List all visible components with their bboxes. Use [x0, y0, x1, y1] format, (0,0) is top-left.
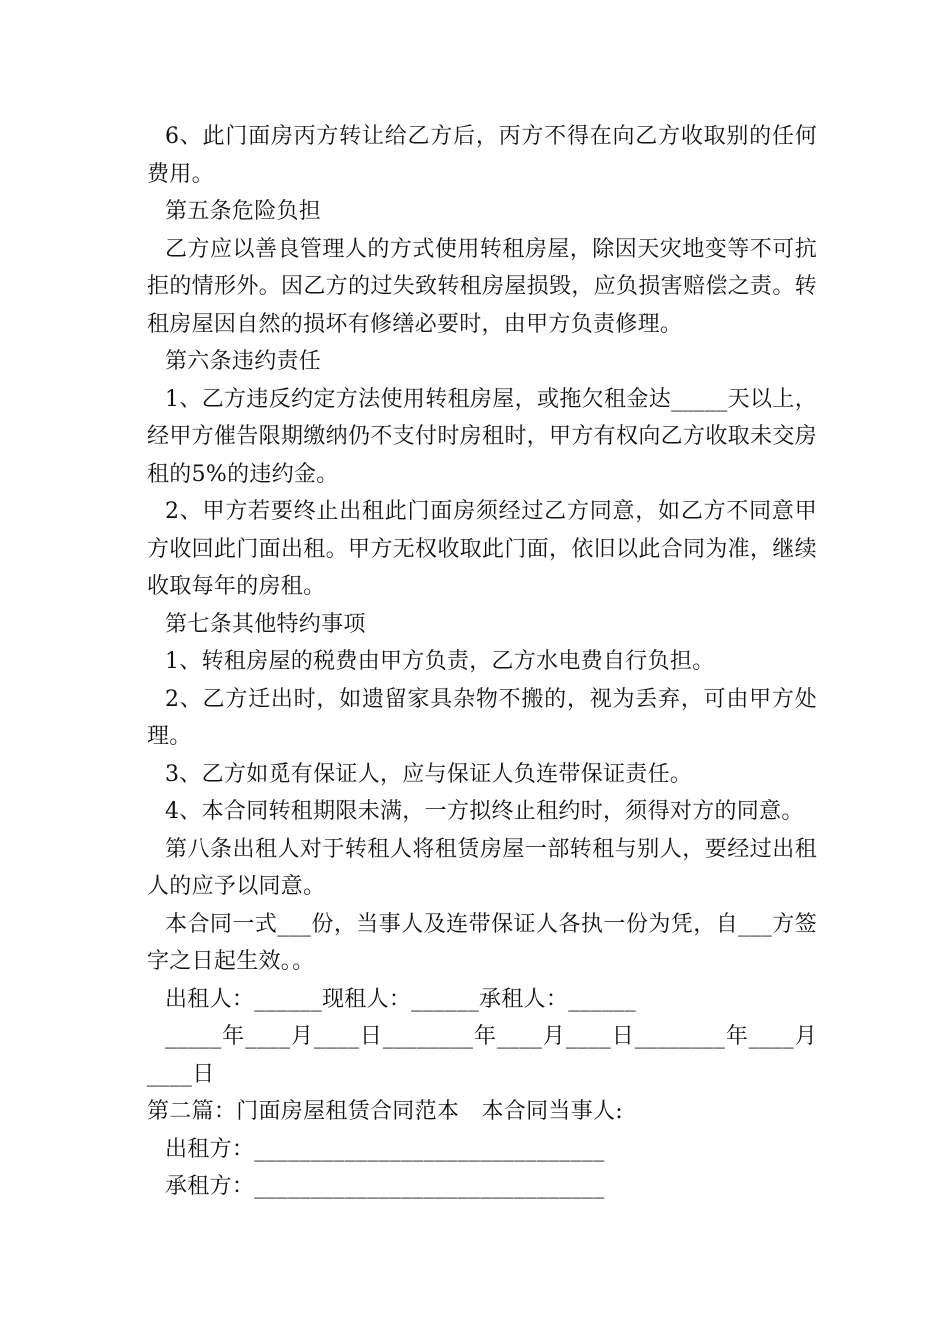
paragraph-item-6-fees: 6、此门面房丙方转让给乙方后，丙方不得在向乙方收取别的任何费用。 — [147, 124, 817, 187]
copies-clause: 本合同一式___份，当事人及连带保证人各执一份为凭，自___方签字之日起生效。。 — [147, 911, 817, 974]
article-5-body: 乙方应以善良管理人的方式使用转租房屋，除因天灾地变等不可抗拒的情形外。因乙方的过失致转租房屋损毁，应负损害赔偿之责。转租房屋因自然的损坏有修缮必要时，由甲方负责修理。 — [147, 236, 817, 337]
article-7-heading: 第七条其他特约事项 — [165, 611, 366, 637]
lessee-field-line: 承租方：_______________________________ — [165, 1174, 605, 1199]
second-contract-title: 第二篇：门面房屋租赁合同范本 本合同当事人: — [147, 1099, 624, 1124]
article-7-clause-2: 2、乙方迁出时，如遗留家具杂物不搬的，视为丢弃，可由甲方处理。 — [147, 686, 817, 749]
article-6-clause-1: 1、乙方违反约定方法使用转租房屋，或拖欠租金达_____天以上，经甲方催告限期缴纳仍不支付时房租时，甲方有权向乙方收取未交房租的5%的违约金。 — [147, 386, 817, 487]
article-7-clause-4: 4、本合同转租期限未满，一方拟终止租约时，须得对方的同意。 — [165, 799, 804, 824]
article-5-heading: 第五条危险负担 — [165, 199, 322, 224]
signature-dates-line: _____年____月____日________年____月____日________年____月____日 — [147, 1024, 817, 1087]
lessor-field-line: 出租方：_______________________________ — [165, 1136, 605, 1162]
article-7-clause-1: 1、转租房屋的税费由甲方负责，乙方水电费自行负担。 — [165, 649, 715, 674]
article-6-heading: 第六条违约责任 — [165, 349, 322, 374]
article-6-clause-2: 2、甲方若要终止出租此门面房须经过乙方同意，如乙方不同意甲方收回此门面出租。甲方无权收取此门面，依旧以此合同为准，继续收取每年的房租。 — [147, 499, 817, 599]
document-body — [147, 118, 817, 1206]
article-7-clause-3: 3、乙方如觅有保证人，应与保证人负连带保证责任。 — [165, 761, 693, 787]
signature-parties-line: 出租人：______现租人：______承租人：______ — [165, 986, 637, 1012]
article-8: 第八条出租人对于转租人将租赁房屋一部转租与别人，要经过出租人的应予以同意。 — [147, 836, 817, 899]
